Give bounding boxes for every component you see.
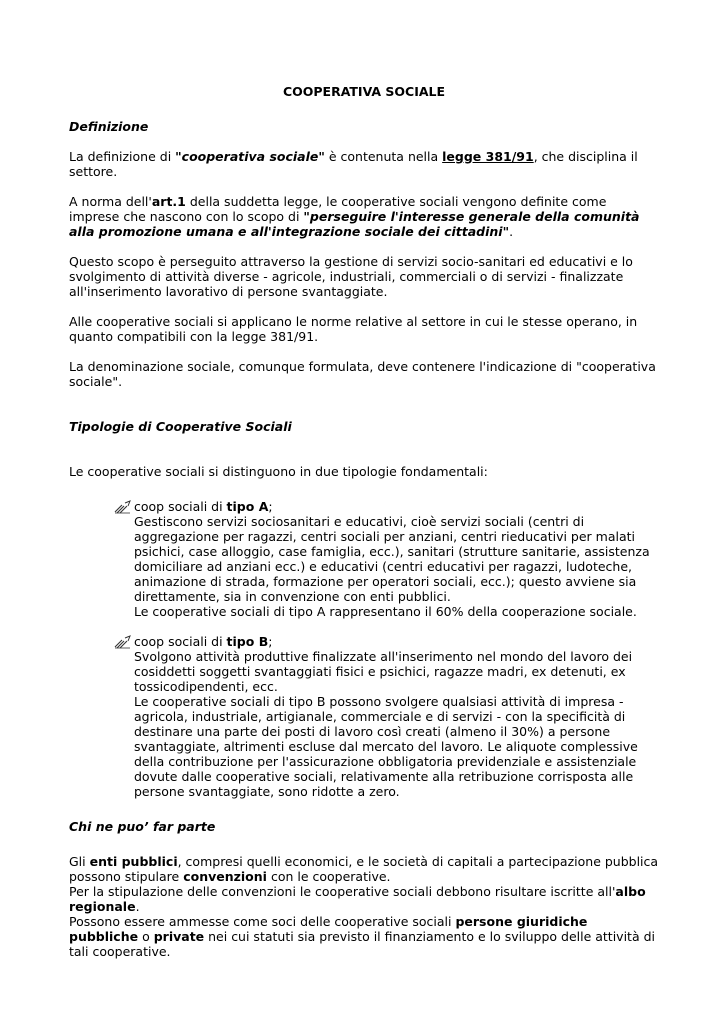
term-tipo-b: tipo B: [226, 634, 269, 649]
term-tipo-a: tipo A: [226, 499, 269, 514]
term-art-1: art.1: [151, 194, 186, 209]
tipo-a-description: Gestiscono servizi sociosanitari e educativi, cioè servizi sociali (centri di aggregazione per ragazzi, centri sociali per anziani, centri rieducativi per malati psichici, case alloggio, case famiglia, ecc.), sanitari (strutture sanitarie, assistenza domiciliare ad anziani ecc.) e educativi (centri educativi per ragazzi, ludoteche, animazione di strada, formazione per operatori sociali, ecc.); questo avviene sia direttamente, sia in convenzione con enti pubblici.: [134, 514, 650, 604]
document-page: [69, 84, 659, 959]
paragraph-definizione-1: La definizione di "cooperativa sociale" è contenuta nella legge 381/91, che disciplina il settore.: [69, 149, 638, 179]
paragraph-definizione-4: Alle cooperative sociali si applicano le norme relative al settore in cui le stesse operano, in quanto compatibili con la legge 381/91.: [69, 314, 638, 344]
term-enti-pubblici: enti pubblici: [89, 854, 178, 869]
document-title: COOPERATIVA SOCIALE: [282, 84, 446, 99]
heading-definizione: Definizione: [69, 119, 149, 134]
writing-hand-icon: [114, 500, 132, 514]
term-persone-giuridiche-pubbliche: persone giuridiche pubbliche: [69, 914, 588, 944]
paragraph-tipologie-intro: Le cooperative sociali si distinguono in due tipologie fondamentali:: [69, 464, 488, 479]
writing-hand-icon: [114, 635, 132, 649]
paragraph-definizione-2: A norma dell'art.1 della suddetta legge, le cooperative sociali vengono definite come imprese che nascono con lo scopo di "perseguire l'interesse generale della comunità alla promozione umana e all'integrazione sociale dei cittadini".: [69, 194, 640, 239]
paragraph-chi-1: Gli enti pubblici, compresi quelli economici, e le società di capitali a partecipazione pubblica possono stipulare convenzioni con le cooperative.: [69, 854, 659, 884]
link-legge-381-91: legge 381/91: [442, 149, 534, 164]
paragraph-definizione-5: La denominazione sociale, comunque formulata, deve contenere l'indicazione di "cooperativa sociale".: [69, 359, 656, 389]
term-private: private: [153, 929, 205, 944]
term-cooperativa-sociale: "cooperativa sociale": [175, 149, 325, 164]
heading-tipologie: Tipologie di Cooperative Sociali: [69, 419, 292, 434]
list-item-tipo-a: coop sociali di tipo A; Gestiscono servizi sociosanitari e educativi, cioè servizi sociali (centri di aggregazione per ragazzi, centri sociali per anziani, centri rieducativi per malati psichici, case alloggio, case famiglia, ecc.), sanitari (strutture sanitarie, assistenza domiciliare ad anziani ecc.) e educativi (centri educativi per ragazzi, ludoteche, animazione di strada, formazione per operatori sociali, ecc.); questo avviene sia direttamente, sia in convenzione con enti pubblici. Le cooperative sociali di tipo A rappresentano il 60% della cooperazione sociale.: [69, 499, 659, 619]
tipo-b-description: Svolgono attività produttive finalizzate all'inserimento nel mondo del lavoro dei cosiddetti soggetti svantaggiati fisici e psichici, ragazze madri, ex detenuti, ex tossicodipendenti, ecc.: [134, 649, 633, 694]
tipo-b-note: Le cooperative sociali di tipo B possono svolgere qualsiasi attività di impresa - agricola, industriale, artigianale, commerciale e di servizi - con la specificità di destinare una parte dei posti di lavoro così creati (almeno il 30%) a persone svantaggiate, altrimenti escluse dal mercato del lavoro. Le aliquote complessive della contribuzione per l'assicurazione obbligatoria previdenziale e assistenziale dovute dalle cooperative sociali, relativamente alla retribuzione corrisposta alle persone svantaggiate, sono ridotte a zero.: [134, 694, 638, 799]
quote-scopo: "perseguire l'interesse generale della comunità alla promozione umana e all'integrazione sociale dei cittadini": [69, 209, 640, 239]
paragraph-chi-2: Per la stipulazione delle convenzioni le cooperative sociali debbono risultare iscritte all'albo regionale.: [69, 884, 646, 914]
paragraph-chi-3: Possono essere ammesse come soci delle cooperative sociali persone giuridiche pubbliche o private nei cui statuti sia previsto il finanziamento e lo sviluppo delle attività di tali cooperative.: [69, 914, 655, 959]
paragraph-definizione-3: Questo scopo è perseguito attraverso la gestione di servizi socio-sanitari ed educativi e lo svolgimento di attività diverse - agricole, industriali, commerciali o di servizi - finalizzate all'inserimento lavorativo di persone svantaggiate.: [69, 254, 633, 299]
heading-chi-ne-puo-far-parte: Chi ne puo’ far parte: [69, 819, 216, 834]
list-item-tipo-b: coop sociali di tipo B; Svolgono attività produttive finalizzate all'inserimento nel mondo del lavoro dei cosiddetti soggetti svantaggiati fisici e psichici, ragazze madri, ex detenuti, ex tossicodipendenti, ecc. Le cooperative sociali di tipo B possono svolgere qualsiasi attività di impresa - agricola, industriale, artigianale, commerciale e di servizi - con la specificità di destinare una parte dei posti di lavoro così creati (almeno il 30%) a persone svantaggiate, altrimenti escluse dal mercato del lavoro. Le aliquote complessive della contribuzione per l'assicurazione obbligatoria previdenziale e assistenziale dovute dalle cooperative sociali, relativamente alla retribuzione corrisposta alle persone svantaggiate, sono ridotte a zero.: [69, 634, 659, 799]
term-convenzioni: convenzioni: [183, 869, 267, 884]
tipo-a-note: Le cooperative sociali di tipo A rappresentano il 60% della cooperazione sociale.: [134, 604, 637, 619]
term-albo-regionale: albo regionale: [69, 884, 646, 914]
